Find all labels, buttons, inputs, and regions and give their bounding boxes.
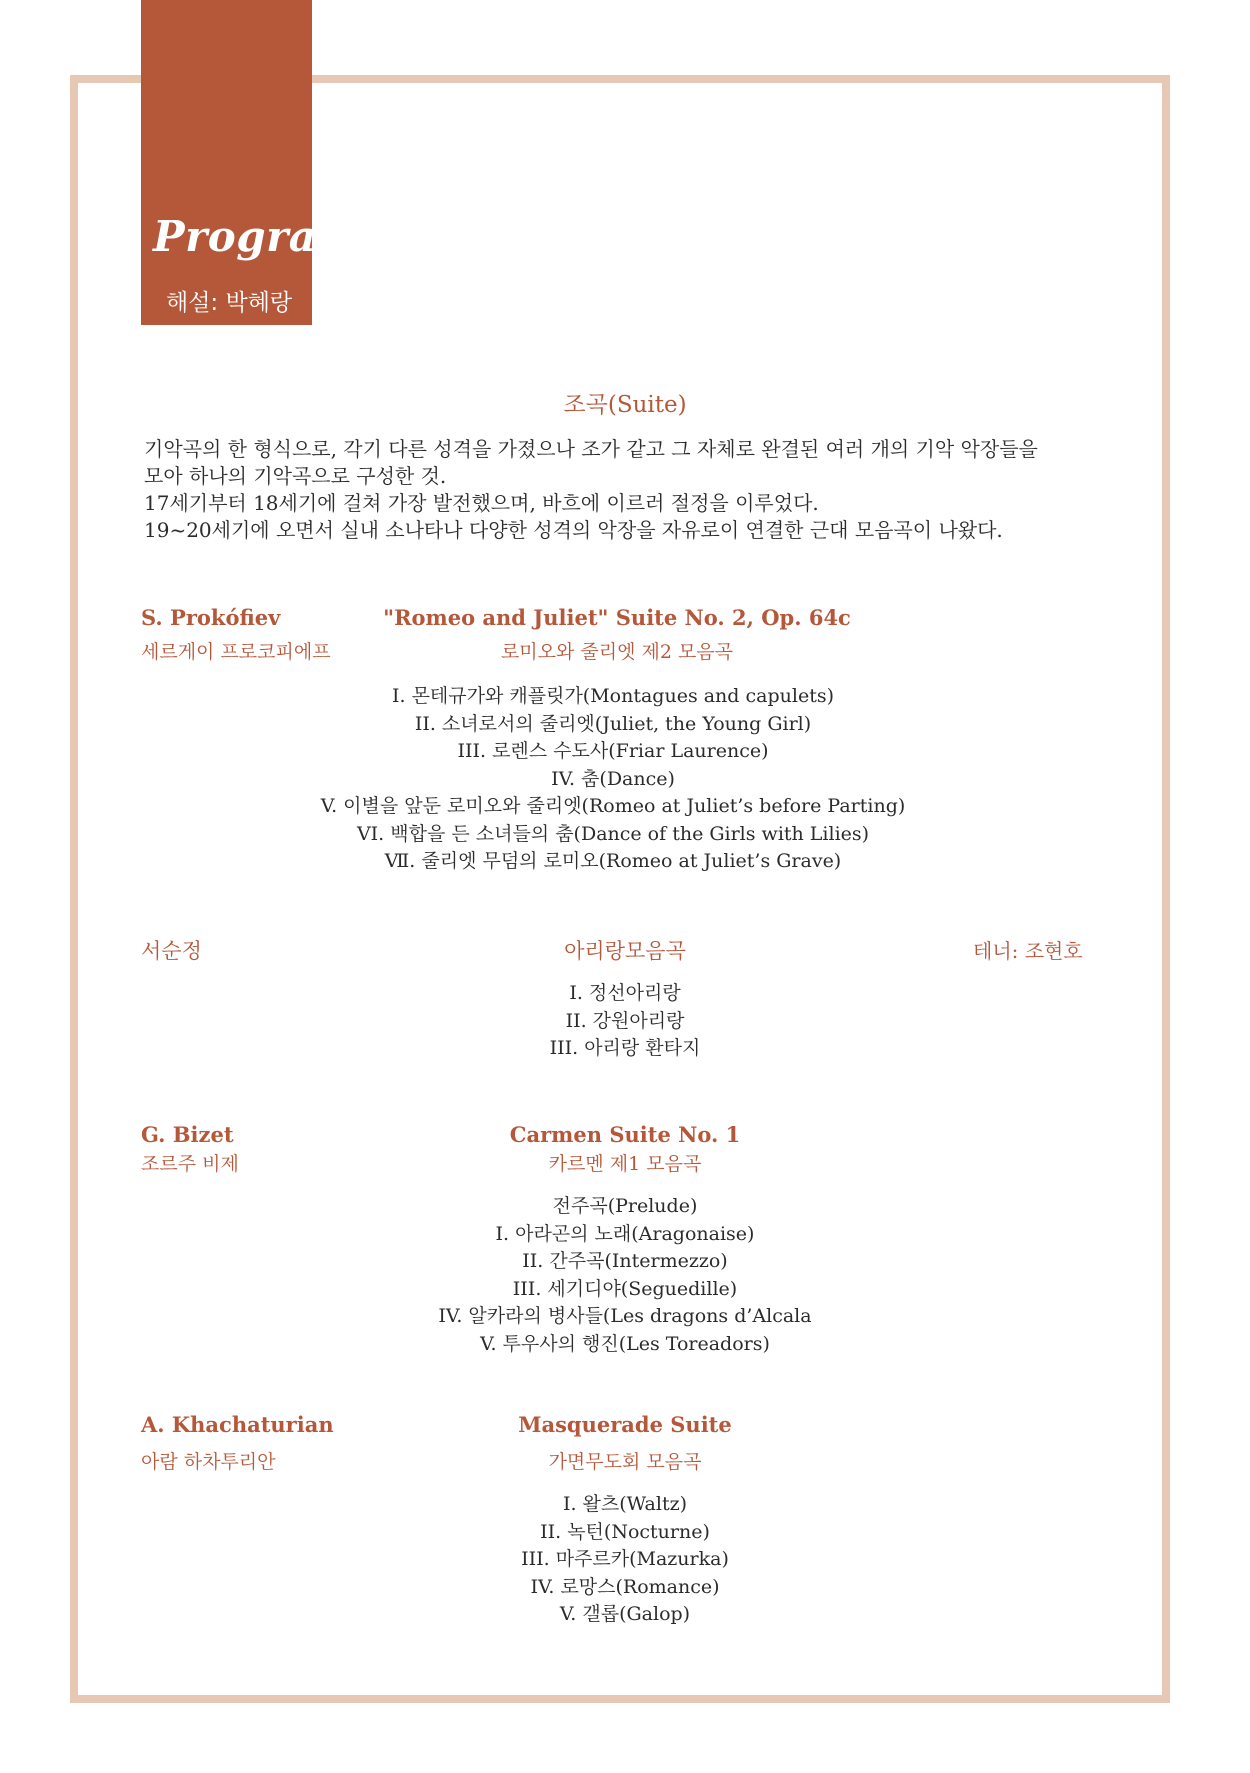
movement-list xyxy=(0,1193,1250,1358)
intro-line: 17세기부터 18세기에 걸쳐 가장 발전했으며, 바흐에 이르러 절정을 이루었다. xyxy=(144,491,819,515)
work-title-ko: 아리랑모음곡 xyxy=(564,939,686,963)
work-title-ko: 카르멘 제1 모음곡 xyxy=(548,1153,702,1175)
movement-item: III. 로렌스 수도사(Friar Laurence) xyxy=(457,740,769,762)
intro-line: 기악곡의 한 형식으로, 각기 다른 성격을 가졌으나 조가 같고 그 자체로 완결된 여러 개의 기악 악장들을 xyxy=(144,437,1038,461)
work-title-ko: 로미오와 줄리엣 제2 모음곡 xyxy=(500,641,734,663)
composer-name-en: S. Prokófiev xyxy=(141,605,281,630)
work-title-ko: 가면무도회 모음곡 xyxy=(548,1451,702,1473)
composer-name-ko: 조르주 비제 xyxy=(141,1153,239,1175)
composer-name-ko: 아람 하차투리안 xyxy=(141,1451,276,1473)
movement-list xyxy=(0,980,1250,1063)
intro-line: 모아 하나의 기악곡으로 구성한 것. xyxy=(144,464,447,488)
work-title-en: Carmen Suite No. 1 xyxy=(509,1122,741,1147)
movement-item: V. 이별을 앞둔 로미오와 줄리엣(Romeo at Juliet’s before Parting) xyxy=(320,795,906,817)
movement-item: III. 마주르카(Mazurka) xyxy=(521,1548,729,1570)
movement-item: IV. 로망스(Romance) xyxy=(530,1575,720,1598)
suite-intro-text xyxy=(144,436,1124,544)
movement-item: IV. 춤(Dance) xyxy=(551,767,675,790)
composer-name-ko: 세르게이 프로코피에프 xyxy=(141,641,331,663)
program-title: Program xyxy=(153,212,362,261)
composer-name-en: A. Khachaturian xyxy=(141,1412,334,1437)
movement-list xyxy=(0,683,1238,876)
composer-name-en: G. Bizet xyxy=(141,1122,234,1147)
movement-item: I. 정선아리랑 xyxy=(569,982,681,1004)
work-title-en: "Romeo and Juliet" Suite No. 2, Op. 64c xyxy=(383,605,851,630)
movement-item: I. 아라곤의 노래(Aragonaise) xyxy=(495,1222,755,1245)
suite-heading: 조곡(Suite) xyxy=(563,392,687,418)
movement-item: Ⅶ. 줄리엣 무덤의 로미오(Romeo at Juliet’s Grave) xyxy=(384,850,842,872)
movement-item: II. 녹턴(Nocturne) xyxy=(540,1520,710,1543)
intro-line: 19~20세기에 오면서 실내 소나타나 다양한 성격의 악장을 자유로이 연결한 근대 모음곡이 나왔다. xyxy=(144,518,1003,542)
movement-item: I. 왈츠(Waltz) xyxy=(562,1493,688,1515)
commentary-author: 해설: 박혜랑 xyxy=(166,290,293,316)
program-badge xyxy=(141,0,362,325)
composer-name-ko: 서순정 xyxy=(141,939,202,963)
movement-item: V. 갤롭(Galop) xyxy=(559,1603,691,1625)
work-title-en: Masquerade Suite xyxy=(518,1412,732,1437)
movement-item: IV. 알카라의 병사들(Les dragons d’Alcala xyxy=(438,1305,812,1327)
movement-item: III. 아리랑 환타지 xyxy=(549,1037,701,1059)
movement-item: I. 몬테규가와 캐플릿가(Montagues and capulets) xyxy=(391,685,834,707)
performer-credit: 테너: 조현호 xyxy=(973,939,1083,963)
movement-item: III. 세기디야(Seguedille) xyxy=(512,1277,738,1300)
movement-list xyxy=(0,1491,1250,1629)
movement-item: II. 간주곡(Intermezzo) xyxy=(522,1250,728,1272)
movement-item: V. 투우사의 행진(Les Toreadors) xyxy=(480,1332,770,1355)
movement-item: II. 소녀로서의 줄리엣(Juliet, the Young Girl) xyxy=(414,712,812,735)
movement-item: 전주곡(Prelude) xyxy=(552,1195,698,1217)
movement-item: VI. 백합을 든 소녀들의 춤(Dance of the Girls with Lilies) xyxy=(356,822,870,845)
movement-item: II. 강원아리랑 xyxy=(565,1009,685,1032)
